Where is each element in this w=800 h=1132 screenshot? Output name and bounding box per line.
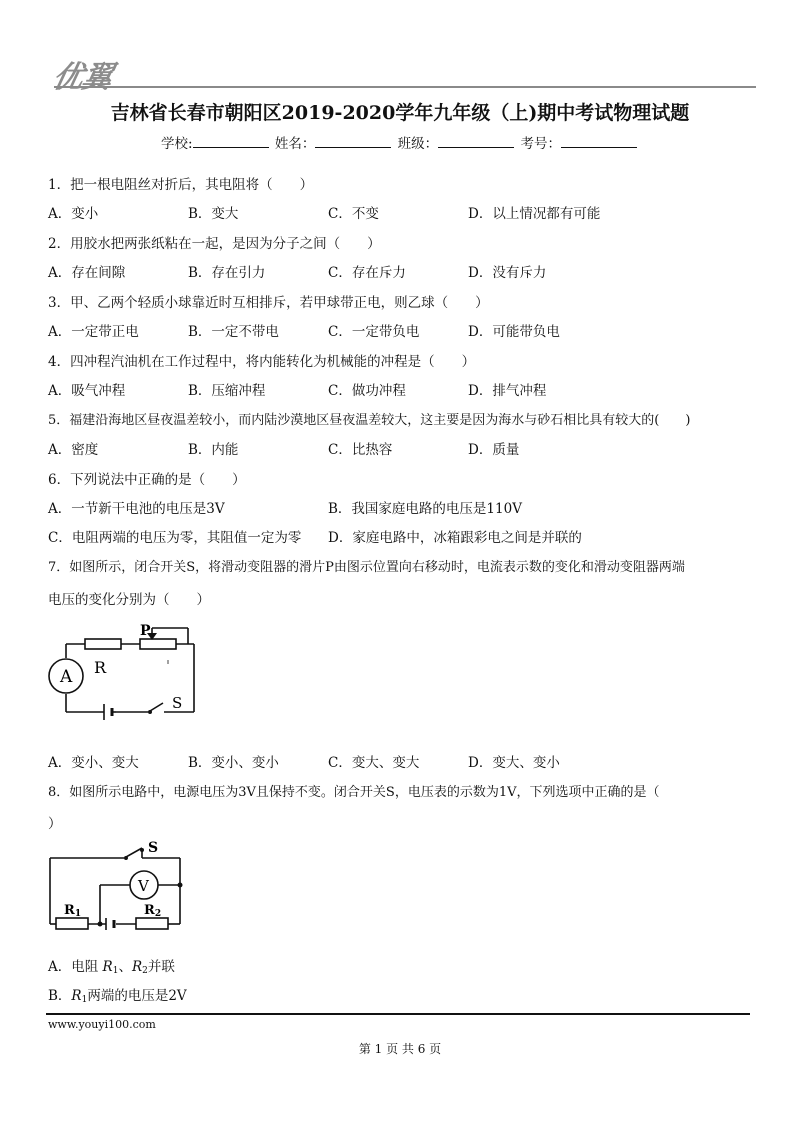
option-d[interactable]: D．变大、变小 <box>468 755 560 771</box>
school-blank[interactable] <box>193 135 269 148</box>
option-a[interactable]: A．一节新干电池的电压是3V <box>48 501 225 517</box>
exam-no-label: 考号： <box>520 136 561 152</box>
name-blank[interactable] <box>315 135 391 148</box>
option-b[interactable]: B．一定不带电 <box>188 324 279 340</box>
option-a[interactable]: A．吸气冲程 <box>48 383 126 399</box>
header-divider <box>54 86 756 88</box>
switch-icon <box>126 848 142 857</box>
option-a[interactable]: A．存在间隙 <box>48 265 126 281</box>
option-a[interactable]: A．密度 <box>48 442 99 458</box>
question-8-circuit-diagram <box>44 836 194 932</box>
student-info-fields <box>0 132 800 152</box>
option-suffix: 并联 <box>147 959 175 975</box>
r1-symbol: R <box>71 988 82 1004</box>
resistor-r2 <box>136 918 168 929</box>
resistor-r1 <box>56 918 88 929</box>
r1-subscript: 1 <box>112 966 119 976</box>
r1-symbol: R <box>102 959 113 975</box>
question-6-stem: 6．下列说法中正确的是（ ） <box>48 472 246 488</box>
resistor-r <box>85 639 121 649</box>
question-1-stem: 1．把一根电阻丝对折后，其电阻将（ ） <box>48 177 314 193</box>
ammeter-label: A <box>60 667 73 687</box>
switch-label: S <box>148 840 159 856</box>
option-d[interactable]: D．没有斥力 <box>468 265 547 281</box>
school-label: 学校: <box>161 136 193 152</box>
question-5-stem: 5．福建沿海地区昼夜温差较小，而内陆沙漠地区昼夜温差较大，这主要是因为海水与砂石相比具有较大的( ) <box>48 413 691 428</box>
option-c[interactable]: C．变大、变大 <box>328 755 420 771</box>
r2-subscript: 2 <box>142 966 148 976</box>
question-2-stem: 2．用胶水把两张纸粘在一起，是因为分子之间（ ） <box>48 236 381 252</box>
name-label: 姓名： <box>274 136 316 152</box>
option-c[interactable]: C．做功冲程 <box>328 383 406 399</box>
r1-label: R1 <box>64 903 82 919</box>
page-number: 第 1 页 共 6 页 <box>358 1042 442 1056</box>
option-c[interactable]: C．不变 <box>328 206 379 222</box>
option-d[interactable]: D．质量 <box>468 442 520 458</box>
separator: 、 <box>118 959 132 975</box>
option-d[interactable]: D．排气冲程 <box>468 383 547 399</box>
voltmeter-label: V <box>138 877 149 895</box>
option-a[interactable]: A．变小 <box>48 206 99 222</box>
class-label: 班级： <box>397 136 439 152</box>
option-d[interactable]: D．家庭电路中，冰箱跟彩电之间是并联的 <box>328 530 582 546</box>
option-d[interactable]: D．可能带负电 <box>468 324 560 340</box>
question-4-stem: 4．四冲程汽油机在工作过程中，将内能转化为机械能的冲程是（ ） <box>48 354 476 370</box>
option-c[interactable]: C．比热容 <box>328 442 393 458</box>
option-b[interactable]: B．变大 <box>188 206 239 222</box>
option-c[interactable]: C．一定带负电 <box>328 324 420 340</box>
class-blank[interactable] <box>438 135 514 148</box>
footer-divider <box>46 1013 750 1015</box>
option-prefix: A．电阻 <box>48 959 103 975</box>
option-b[interactable]: B．内能 <box>188 442 239 458</box>
option-prefix: B． <box>48 988 72 1004</box>
option-c[interactable]: C．电阻两端的电压为零，其阻值一定为零 <box>48 530 302 546</box>
switch-icon <box>150 703 163 711</box>
exam-no-blank[interactable] <box>561 135 637 148</box>
option-a[interactable]: A．一定带正电 <box>48 324 139 340</box>
option-b[interactable]: B．压缩冲程 <box>188 383 266 399</box>
question-8-stem-line1: 8．如图所示电路中，电源电压为3V且保持不变。闭合开关S，电压表的示数为1V，下列选项中正确的是（ <box>48 785 660 800</box>
option-b[interactable]: B．存在引力 <box>188 265 266 281</box>
rheostat <box>140 639 176 649</box>
question-7-circuit-diagram <box>44 618 214 720</box>
footer-url[interactable]: www.youyi100.com <box>48 1018 156 1031</box>
page-title: 吉林省长春市朝阳区2019-2020学年九年级（上)期中考试物理试题 <box>110 102 690 124</box>
option-c[interactable]: C．存在斥力 <box>328 265 406 281</box>
question-7-stem-line1: 7．如图所示，闭合开关S，将滑动变阻器的滑片P由图示位置向右移动时，电流表示数的变化和滑动变阻器两端 <box>48 560 685 575</box>
option-suffix: 两端的电压是2V <box>87 988 187 1004</box>
question-8-option-a[interactable] <box>48 955 175 976</box>
option-a[interactable]: A．变小、变大 <box>48 755 139 771</box>
r2-symbol: R <box>131 959 143 975</box>
resistor-label: R <box>94 658 107 677</box>
switch-label: S <box>172 694 183 712</box>
question-3-stem: 3．甲、乙两个轻质小球靠近时互相排斥，若甲球带正电，则乙球（ ） <box>48 295 489 311</box>
question-8-option-b[interactable] <box>48 984 187 1005</box>
option-b[interactable]: B．变小、变小 <box>188 755 279 771</box>
r2-label: R2 <box>144 903 162 919</box>
option-b[interactable]: B．我国家庭电路的电压是110V <box>328 501 522 517</box>
publisher-logo: 优翼 <box>49 60 115 95</box>
option-d[interactable]: D．以上情况都有可能 <box>468 206 601 222</box>
r1-subscript: 1 <box>81 995 88 1005</box>
question-8-stem-line2: ） <box>48 816 62 832</box>
question-7-stem-line2: 电压的变化分别为（ ） <box>48 592 210 608</box>
slider-label: P <box>140 623 151 639</box>
